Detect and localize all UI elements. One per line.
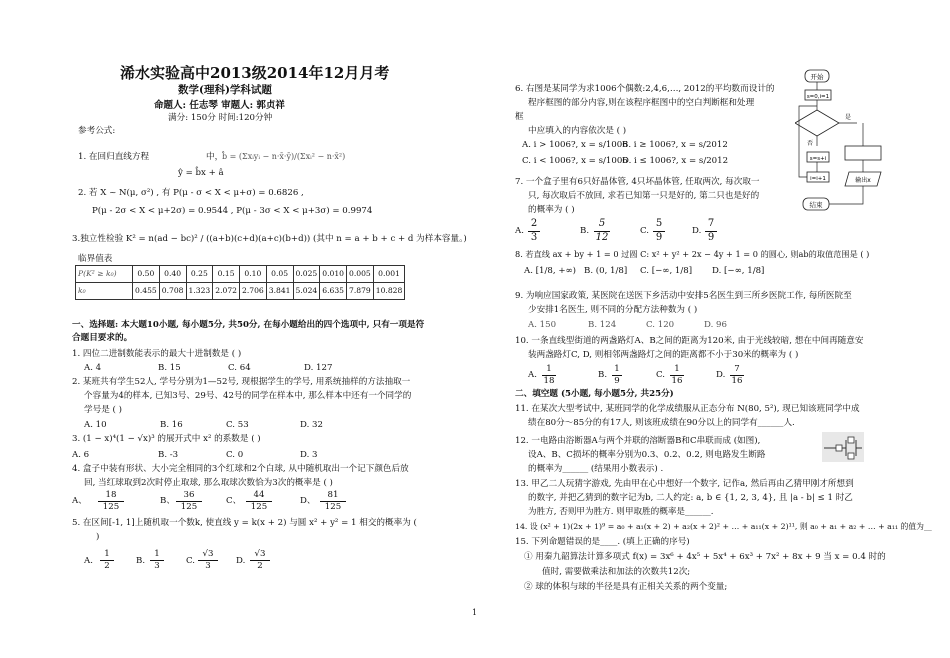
question-14: 14. 设 (x² + 1)(2x + 1)⁹ = a₀ + a₁(x + 2) + a₂(x + 2)² + … + a₁₁(x + 2)¹¹, 则 a₀ + a₁ + a₂ + … + a₁₁ 的值为__: [515, 522, 932, 531]
q3-option-d: D. 3: [300, 450, 318, 460]
question-10-line2: 装两盏路灯C, D, 则相邻两盏路灯之间的距离都不小于30米的概率为 ( ): [528, 350, 799, 360]
option-label: B.: [580, 226, 590, 236]
flow-decision-node: [795, 110, 839, 136]
fraction-denominator: 2: [257, 560, 263, 571]
fraction-numerator: 1: [612, 364, 622, 376]
formula-1-prefix: 1. 在回归直线方程: [78, 152, 150, 162]
q4-option-a-fraction: [98, 490, 124, 512]
question-2-line3: 学号是 ( ): [84, 405, 122, 415]
q5-option-d-fraction: [250, 549, 270, 571]
fraction-denominator: 3: [530, 231, 538, 243]
formula-heading: 参考公式:: [78, 126, 116, 136]
table-cell: 5.024: [293, 283, 320, 300]
flow-init-text: s=0,i=1: [806, 94, 830, 100]
q5-option-c: [186, 556, 195, 567]
table-cell: 0.005: [347, 266, 374, 283]
q5-option-b-fraction: [150, 549, 164, 571]
fraction-denominator: 125: [180, 501, 198, 512]
fraction-denominator: 125: [324, 501, 342, 512]
q7-option-a: [515, 226, 524, 237]
section1-heading-line1: 一、选择题: 本大题10小题, 每小题5分, 共50分, 在每小题给出的四个选项中, 只有一项是符: [72, 320, 425, 330]
flow-no-label: 否: [807, 140, 814, 147]
question-8: 8. 若直线 ax + by + 1 = 0 过圆 C: x² + y² + 2x − 4y + 1 = 0 的圆心, 则ab的取值范围是 ( ): [515, 249, 870, 259]
fraction-numerator: 7: [705, 218, 717, 232]
question-7-line1: 7. 一个盒子里有6只好晶体管, 4只坏晶体管, 任取两次, 每次取一: [515, 177, 760, 187]
fraction-numerator: 5: [594, 218, 610, 232]
question-4-line2: 回, 当红球取到2次时停止取球, 那么取球次数恰为3次的概率是 ( ): [84, 478, 333, 488]
exam-score-time: 满分: 150分 时间:120分钟: [168, 113, 273, 123]
fraction-numerator: 5: [653, 218, 665, 232]
table-row: [76, 283, 405, 300]
option-label: D、: [300, 496, 316, 506]
formula-2-line1: 2. 若 X ~ N(μ, σ²) , 有 P(μ - σ < X < μ+σ) = 0.6826 ,: [78, 188, 304, 198]
table-cell: 0.50: [133, 266, 160, 283]
table-cell: 2.706: [240, 283, 267, 300]
option-label: C、: [226, 496, 242, 506]
option-label: A、: [72, 496, 87, 506]
option-label: B.: [136, 556, 146, 566]
question-2-line1: 2. 某班共有学生52人, 学号分别为1—52号, 现根据学生的学号, 用系统抽样的方法抽取一: [72, 377, 411, 387]
q4-option-a: [72, 496, 87, 507]
q5-option-a: [84, 556, 93, 567]
q10-option-d: [716, 370, 725, 381]
fraction-numerator: 1: [542, 364, 556, 376]
fraction-denominator: 9: [655, 231, 663, 243]
table-cell: 0.455: [133, 283, 160, 300]
q8-option-b: B. (0, 1/8]: [584, 266, 628, 276]
table-cell: 0.025: [293, 266, 320, 283]
q7-option-b: [580, 226, 589, 237]
q9-option-a: A. 150: [528, 320, 557, 330]
question-3: 3. (1 − x)⁴(1 − √x)³ 的展开式中 x² 的系数是 ( ): [72, 434, 261, 444]
q6-option-b: B. i ≥ 1006?, x = s/2012: [622, 140, 728, 150]
q8-option-d: D. [−∞, 1/8]: [712, 266, 765, 276]
q2-option-a: A. 10: [84, 420, 107, 430]
q10-option-b: [598, 370, 607, 381]
table-cell: 2.072: [213, 283, 240, 300]
exam-authors: 命题人: 任志琴 审题人: 郭贞祥: [154, 100, 285, 111]
exam-subtitle: 数学(理科)学科试题: [178, 84, 272, 96]
q4-option-b: [160, 496, 175, 507]
q7-option-c: [640, 226, 649, 237]
formula-2-line2: P(μ - 2σ < X < μ+2σ) = 0.9544 , P(μ - 3σ < X < μ+3σ) = 0.9974: [92, 206, 373, 216]
fraction-numerator: 81: [320, 490, 346, 502]
q10-option-c-fraction: [670, 364, 684, 386]
fraction-denominator: 9: [614, 375, 620, 386]
question-6-line4: 中应填入的内容依次是 ( ): [528, 126, 627, 136]
option-label: C.: [186, 556, 196, 566]
q5-option-b: [136, 556, 145, 567]
q7-option-c-fraction: [653, 218, 665, 244]
question-4-line1: 4. 盒子中装有形状、大小完全相同的3个红球和2个白球, 从中随机取出一个记下颜色后放: [72, 464, 409, 474]
flow-update1-text: s=s+i: [809, 156, 827, 162]
q4-option-c-fraction: [246, 490, 272, 512]
table-cell: 10.828: [373, 283, 405, 300]
question-11-line1: 11. 在某次大型考试中, 某班同学的化学成绩服从正态分布 N(80, 5²), 现已知该班同学中成: [515, 404, 860, 414]
question-13-line1: 13. 甲乙二人玩猜字游戏, 先由甲在心中想好一个数字, 记作a, 然后再由乙猜甲刚才所想到: [515, 479, 854, 489]
question-1: 1. 四位二进制数能表示的最大十进制数是 ( ): [72, 349, 242, 359]
q1-option-d: D. 127: [304, 363, 333, 373]
table-cell: 0.05: [266, 266, 293, 283]
q8-option-c: C. [−∞, 1/8]: [640, 266, 693, 276]
question-6-line1: 6. 右图是某同学为求1006个偶数:2,4,6,…, 2012的平均数而设计的: [515, 84, 775, 94]
fraction-numerator: 1: [100, 549, 114, 561]
fraction-denominator: 12: [595, 231, 609, 243]
table-cell: P(K² ≥ k₀): [76, 266, 133, 283]
q5-option-c-fraction: [198, 549, 218, 571]
page-number: 1: [472, 608, 478, 617]
question-12-line1: 12. 一电路由浴断器A与两个并联的溶断器B和C串联而成 (如图),: [515, 436, 761, 446]
q4-option-d-fraction: [320, 490, 346, 512]
q1-option-a: A. 4: [84, 363, 102, 373]
formula-1-mid: 中，: [206, 152, 224, 162]
section2-heading: 二、填空题 (5小题, 每小题5分, 共25分): [515, 389, 674, 399]
fraction-numerator: 18: [98, 490, 124, 502]
table-cell: 0.40: [159, 266, 186, 283]
option-label: D.: [236, 556, 246, 566]
question-9-line1: 9. 为响应国家政策, 某医院在送医下乡活动中安排5名医生到三所乡医院工作, 每所医院至: [515, 291, 852, 301]
flow-end-text: 结束: [809, 201, 823, 209]
formula-3-line: 3.独立性检验 K² = n(ad − bc)² / ((a+b)(c+d)(a+c)(b+d)) (其中 n = a + b + c + d 为样本容量。): [72, 234, 467, 244]
question-5-line1: 5. 在区间[-1, 1]上随机取一个数k, 使直线 y = k(x + 2) 与圆 x² + y² = 1 相交的概率为 (: [72, 518, 417, 528]
fraction-denominator: 16: [671, 375, 683, 386]
fraction-numerator: 44: [246, 490, 272, 502]
q9-option-d: D. 96: [704, 320, 727, 330]
q10-option-c: [656, 370, 665, 381]
section1-heading-line2: 合题目要求的。: [72, 333, 133, 343]
question-10-line1: 10. 一条直线型街道的两盏路灯A、B之间的距离为120米, 由于光线较暗, 想在中间再随意安: [515, 336, 864, 346]
option-label: C.: [640, 226, 650, 236]
table-cell: 0.001: [373, 266, 405, 283]
question-15-item1-line2: 值时, 需要做乘法和加法的次数共12次;: [542, 567, 691, 577]
fraction-denominator: 18: [543, 375, 555, 386]
q9-option-c: C. 120: [646, 320, 675, 330]
fuse-b: [848, 437, 854, 443]
flow-arrow: [829, 196, 863, 204]
q3-option-c: C. 0: [226, 450, 244, 460]
table-cell: 1.323: [186, 283, 213, 300]
option-label: D.: [716, 370, 726, 380]
question-13-line3: 为胜方, 否则甲为胜方. 则甲取胜的概率是______.: [528, 507, 714, 517]
question-9-line2: 少安排1名医生, 则不同的分配方法种数为 ( ): [528, 305, 698, 315]
fraction-denominator: 2: [104, 560, 110, 571]
q5-option-a-fraction: [100, 549, 114, 571]
q10-option-a: [528, 370, 537, 381]
option-label: A.: [84, 556, 93, 566]
formula-1-b: b̂ = (Σxᵢyᵢ − n·x̄·ȳ)/(Σxᵢ² − n·x̄²): [222, 152, 346, 161]
q5-option-d: [236, 556, 245, 567]
table-cell: 0.25: [186, 266, 213, 283]
option-label: D.: [692, 226, 702, 236]
table-cell: 3.841: [266, 283, 293, 300]
question-12-line2: 设A、B、C损坏的概率分别为0.3、0.2、0.2, 则电路发生断路: [528, 450, 766, 460]
fraction-numerator: 1: [670, 364, 684, 376]
q3-option-a: A. 6: [72, 450, 90, 460]
question-15: 15. 下列命题错误的是____. (填上正确的序号): [515, 537, 690, 547]
question-12-line3: 的概率为______ (结果用小数表示) .: [528, 464, 664, 474]
q8-option-a: A. [1/8, +∞): [524, 266, 577, 276]
q2-option-b: B. 16: [160, 420, 183, 430]
q7-option-d-fraction: [705, 218, 717, 244]
program-flowchart: [795, 68, 895, 223]
flow-update2-text: i=i+1: [810, 176, 826, 182]
q7-option-b-fraction: [594, 218, 610, 244]
fraction-denominator: 125: [102, 501, 120, 512]
fraction-denominator: 125: [250, 501, 268, 512]
q6-option-c: C. i < 1006?, x = s/1006: [522, 156, 628, 166]
q4-option-b-fraction: [176, 490, 202, 512]
q2-option-d: D. 32: [300, 420, 323, 430]
option-label: B.: [598, 370, 608, 380]
flow-start-text: 开始: [810, 73, 824, 81]
question-6-line3: 框: [515, 112, 524, 122]
q7-option-a-fraction: [528, 218, 540, 244]
fraction-numerator: 1: [150, 549, 164, 561]
q6-option-a: A. i > 1006?, x = s/1006: [522, 140, 628, 150]
fuse-c: [848, 453, 854, 459]
q4-option-d: [300, 496, 315, 507]
question-13-line2: 的数字, 并把乙猜到的数字记为b, 二人约定: a, b ∈ {1, 2, 3, 4}, 且 |a - b| ≤ 1 时乙: [528, 493, 853, 503]
question-11-line2: 绩在80分～85分的有17人, 则该班成绩在90分以上的同学有______人.: [528, 418, 795, 428]
fraction-denominator: 3: [205, 560, 211, 571]
table-cell: 0.010: [320, 266, 347, 283]
option-label: A.: [515, 226, 524, 236]
q4-option-c: [226, 496, 241, 507]
question-15-item1-line1: ① 用秦九韶算法计算多项式 f(x) = 3x⁶ + 4x⁵ + 5x⁴ + 6x³ + 7x² + 8x + 9 当 x = 0.4 时的: [524, 552, 886, 562]
table-cell: 0.10: [240, 266, 267, 283]
flow-output-text: 输出x: [855, 177, 871, 184]
table-row: [76, 266, 405, 283]
exam-title: 浠水实验高中2013级2014年12月月考: [120, 64, 390, 82]
q6-option-d: D. i ≤ 1006?, x = s/2012: [622, 156, 729, 166]
q10-option-d-fraction: [730, 364, 744, 386]
q9-option-b: B. 124: [588, 320, 617, 330]
table-cell: 0.708: [159, 283, 186, 300]
option-label: A.: [528, 370, 537, 380]
fraction-numerator: √3: [250, 549, 270, 561]
question-5-line2: ): [96, 532, 100, 542]
q2-option-c: C. 53: [226, 420, 249, 430]
table-cell: 0.15: [213, 266, 240, 283]
fraction-denominator: 9: [707, 231, 715, 243]
option-label: B、: [160, 496, 175, 506]
fuse-a: [836, 445, 842, 451]
circuit-background: [822, 432, 864, 462]
question-6-line2: 程序框图的部分内容,则在该程序框图中的空白判断框和处理: [528, 98, 755, 108]
q1-option-b: B. 15: [158, 363, 181, 373]
fraction-denominator: 3: [154, 560, 160, 571]
flow-process-node-blank: [845, 146, 881, 160]
question-2-line2: 个容量为4的样本, 已知3号、29号、42号的同学在样本中, 那么样本中还有一个同学的: [84, 391, 412, 401]
q1-option-c: C. 64: [228, 363, 251, 373]
question-7-line2: 只, 每次取后不放回, 求若已知第一只是好的, 第二只也是好的: [528, 191, 760, 201]
fraction-numerator: 2: [528, 218, 540, 232]
critical-value-table: [75, 265, 405, 300]
fraction-numerator: 36: [176, 490, 202, 502]
q7-option-d: [692, 226, 701, 237]
q3-option-b: B. -3: [158, 450, 179, 460]
fraction-numerator: √3: [198, 549, 218, 561]
question-7-line3: 的概率为 ( ): [528, 205, 575, 215]
fraction-denominator: 16: [731, 375, 743, 386]
option-label: C.: [656, 370, 666, 380]
question-15-item2: ② 球的体积与球的半径是具有正相关关系的两个变量;: [524, 582, 728, 592]
table-cell: 7.879: [347, 283, 374, 300]
table-cell: 6.635: [320, 283, 347, 300]
circuit-diagram: [822, 432, 864, 462]
table-cell: k₀: [76, 283, 133, 300]
q10-option-a-fraction: [542, 364, 556, 386]
q10-option-b-fraction: [612, 364, 622, 386]
flow-yes-label: 是: [845, 114, 852, 121]
critical-table-heading: 临界值表: [78, 254, 113, 264]
fraction-numerator: 7: [730, 364, 744, 376]
formula-1-equation: ŷ = b̂x + â: [178, 168, 224, 178]
